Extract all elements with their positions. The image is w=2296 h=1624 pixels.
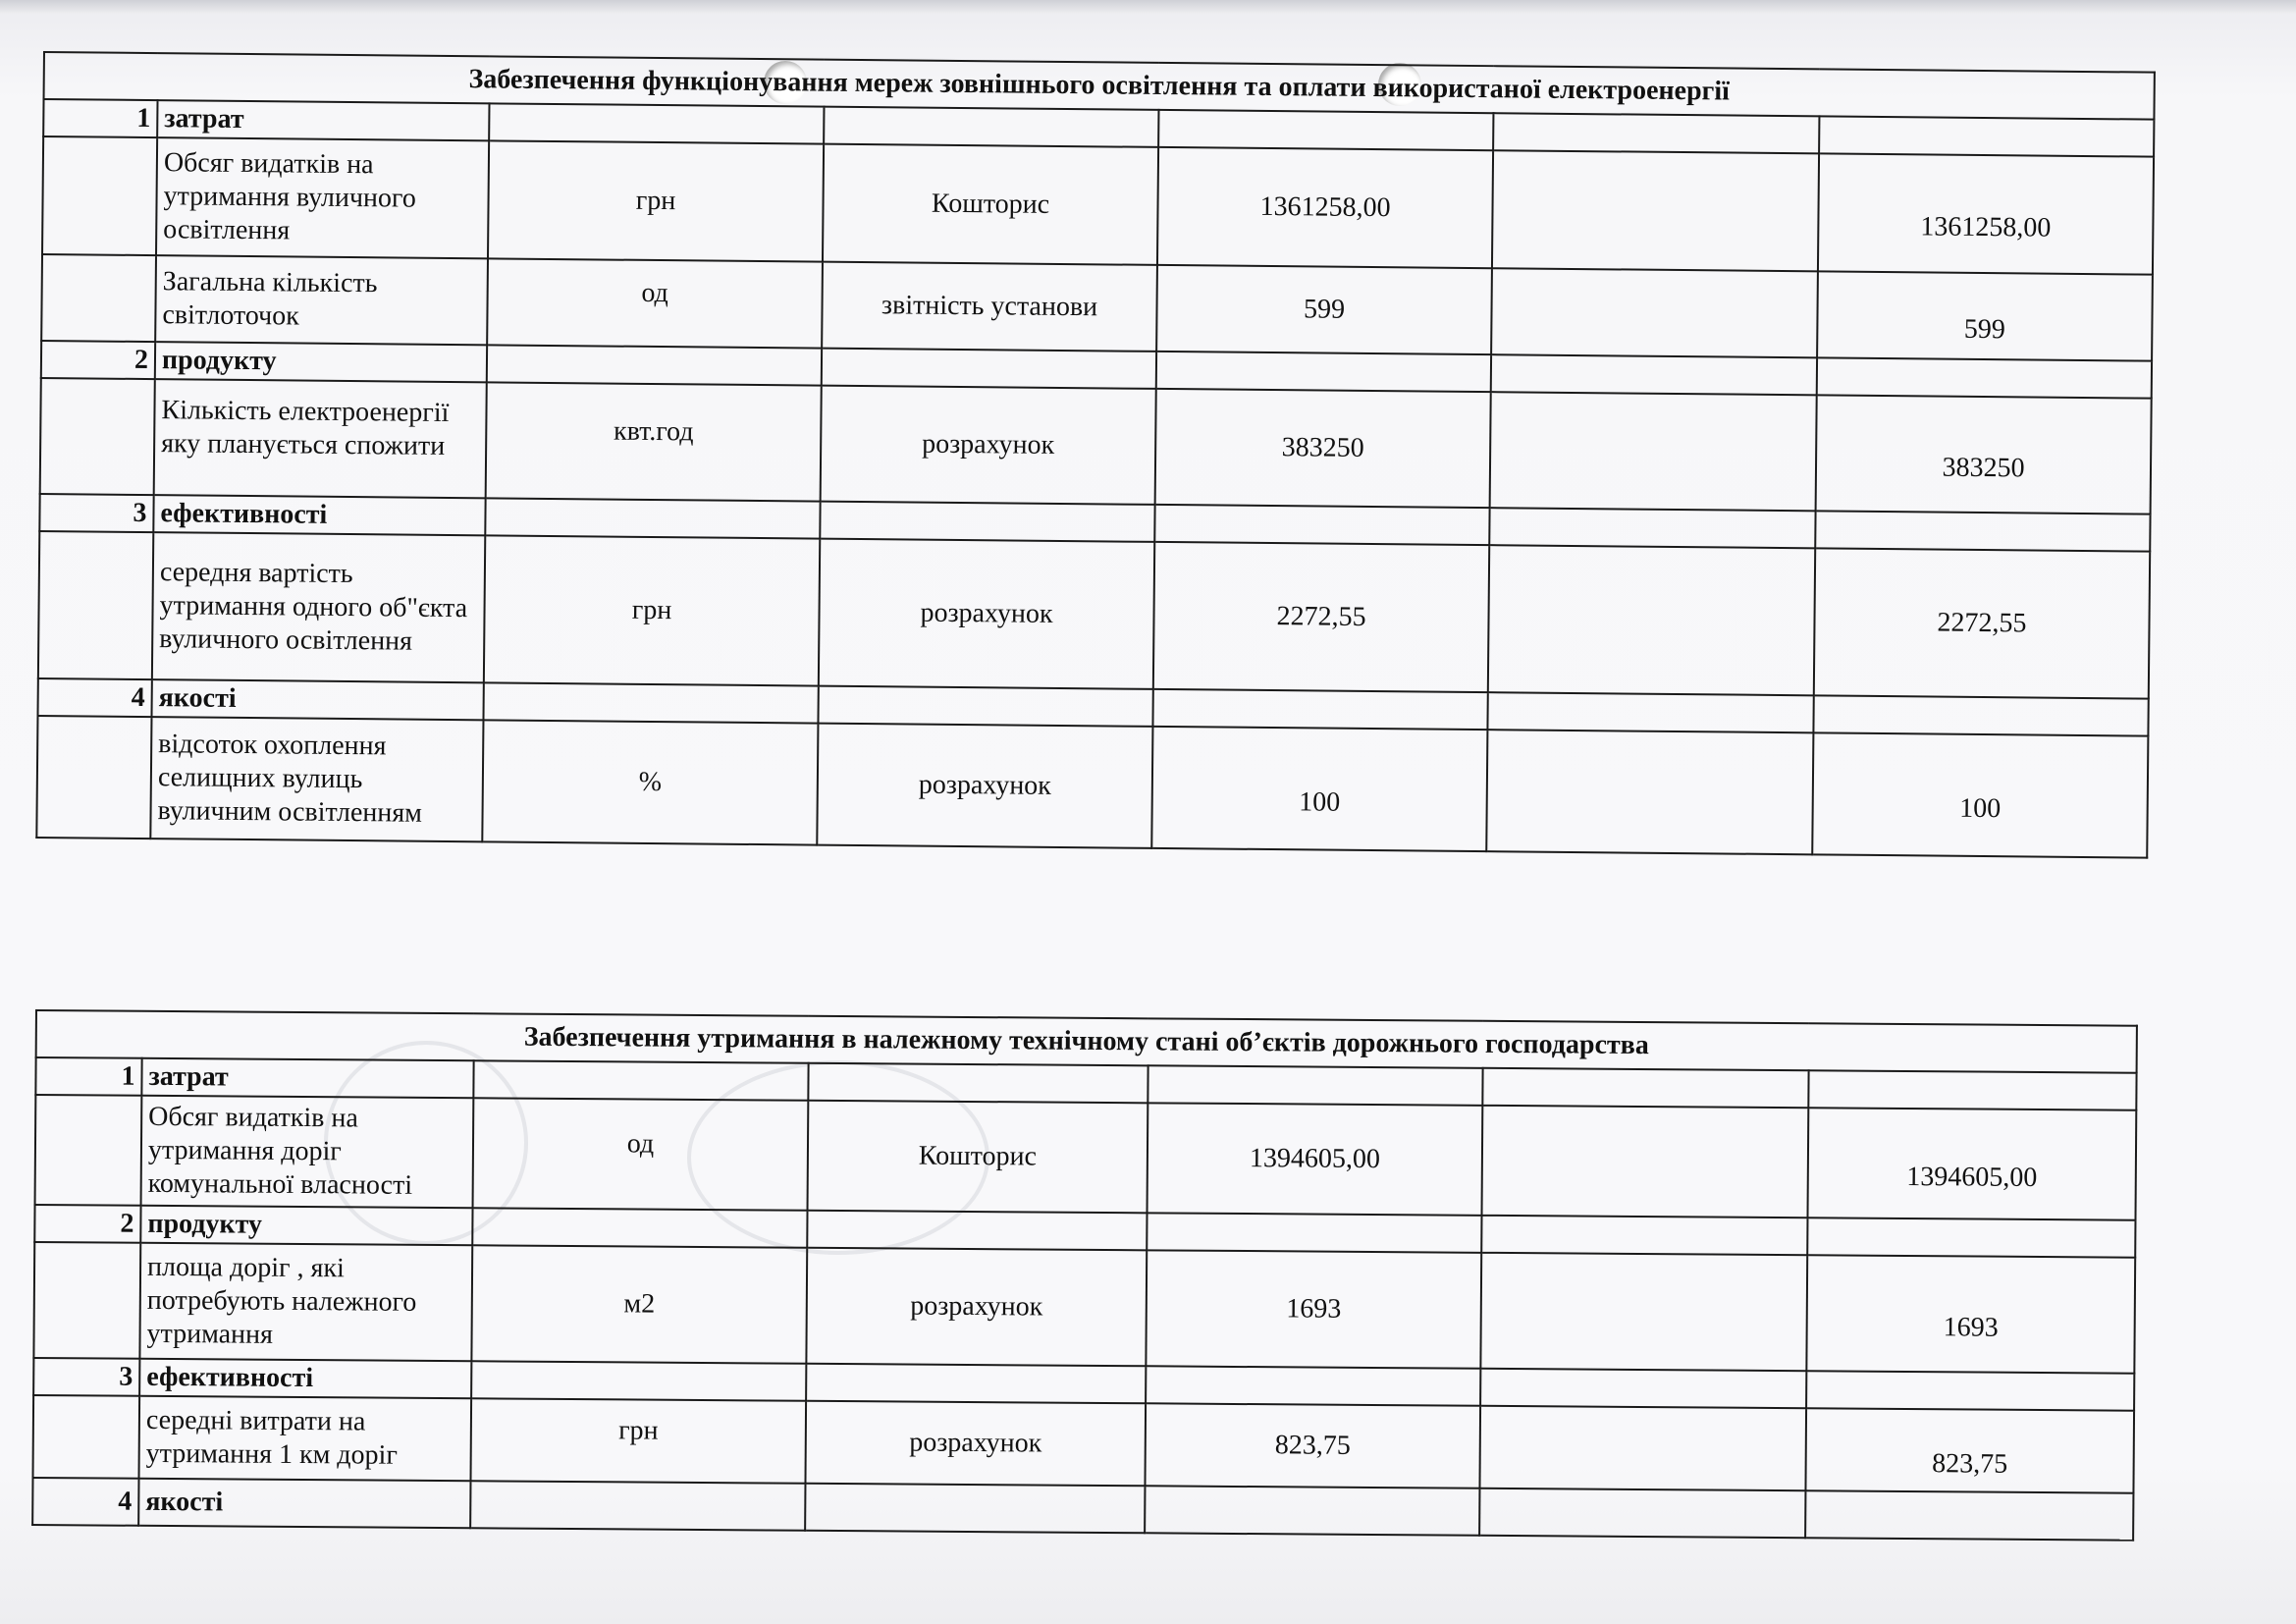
indicator-total: 383250: [1816, 395, 2152, 514]
indicator-source: розрахунок: [806, 1248, 1147, 1367]
indicator-name: Обсяг видатків на утримання доріг комунальної власності: [141, 1096, 474, 1208]
group-number: 1: [43, 99, 157, 137]
indicator-source: розрахунок: [821, 386, 1156, 505]
table-row: [33, 1395, 2135, 1493]
group-number: 3: [33, 1358, 139, 1396]
indicator-value: 383250: [1155, 389, 1491, 508]
indicator-name: Загальна кількість світлоточок: [155, 255, 488, 345]
indicator-value: 599: [1156, 265, 1492, 354]
table-row: [42, 136, 2154, 275]
indicator-name: середні витрати на утримання 1 км доріг: [139, 1396, 472, 1481]
indicator-name: Обсяг видатків на утримання вуличного освітлення: [156, 137, 489, 258]
group-name: ефективності: [139, 1359, 471, 1398]
indicator-unit: од: [473, 1098, 809, 1210]
indicator-unit: грн: [488, 140, 824, 261]
table-row: [33, 1242, 2135, 1374]
indicator-total: 1693: [1806, 1255, 2135, 1373]
group-name: продукту: [140, 1206, 472, 1245]
indicator-value: 1394605,00: [1148, 1103, 1483, 1215]
indicator-source: Кошторис: [808, 1101, 1148, 1214]
indicator-unit: од: [487, 258, 823, 348]
indicator-total: 823,75: [1805, 1408, 2134, 1492]
indicator-name: площа доріг , які потребують належного утримання: [139, 1243, 472, 1361]
group-number: 2: [41, 341, 155, 379]
indicator-unit: м2: [471, 1245, 807, 1363]
table-row: [38, 531, 2150, 699]
group-number: 4: [32, 1478, 138, 1526]
indicator-name: Кількість електроенергії яку планується спожити: [154, 379, 487, 498]
indicator-source: розрахунок: [819, 539, 1154, 689]
indicator-value: 1693: [1146, 1250, 1481, 1368]
indicator-total: 2272,55: [1814, 548, 2150, 698]
indicator-unit: грн: [470, 1398, 806, 1483]
indicator-total: 599: [1817, 271, 2153, 360]
indicator-value: 823,75: [1145, 1403, 1480, 1488]
indicator-source: Кошторис: [823, 144, 1158, 265]
indicator-total: 1361258,00: [1818, 153, 2154, 274]
indicator-value: 100: [1151, 727, 1487, 851]
indicator-total: 1394605,00: [1807, 1108, 2136, 1219]
indicator-unit: квт.год: [486, 382, 822, 501]
group-number: 2: [34, 1205, 140, 1243]
indicator-value: 2272,55: [1153, 542, 1489, 692]
group-name: затрат: [141, 1058, 473, 1098]
indicator-name: відсоток охоплення селищних вулиць вуличним освітленням: [150, 717, 483, 841]
indicator-source: розрахунок: [817, 724, 1152, 848]
indicators-table-roads: [31, 1009, 2138, 1542]
indicator-source: розрахунок: [805, 1401, 1146, 1487]
indicators-table-lighting: [35, 51, 2156, 859]
table-row: [40, 378, 2152, 514]
group-number: 3: [39, 494, 153, 532]
scan-edge: [0, 0, 2296, 14]
indicator-value: 1361258,00: [1157, 147, 1493, 268]
indicator-source: звітність установи: [822, 262, 1157, 352]
group-name: продукту: [155, 342, 487, 382]
group-name: якості: [138, 1479, 470, 1528]
group-number: 4: [38, 678, 152, 717]
indicator-name: середня вартість утримання одного об"єкта вуличного освітлення: [152, 532, 485, 682]
group-number: 1: [35, 1057, 141, 1096]
indicator-unit: грн: [484, 535, 820, 685]
indicator-total: 100: [1812, 732, 2148, 857]
table-row: [36, 716, 2148, 858]
table-row: [35, 1095, 2137, 1220]
group-name: якості: [151, 679, 483, 720]
section-title: Забезпечення утримання в належному технічному стані об’єктів дорожнього господарства: [36, 1010, 2137, 1073]
group-name: ефективності: [153, 495, 485, 535]
group-name: затрат: [157, 100, 489, 140]
section-title: Забезпечення функціонування мереж зовнішнього освітлення та оплати використаної електроенергії: [44, 52, 2155, 120]
indicator-unit: %: [482, 720, 818, 844]
